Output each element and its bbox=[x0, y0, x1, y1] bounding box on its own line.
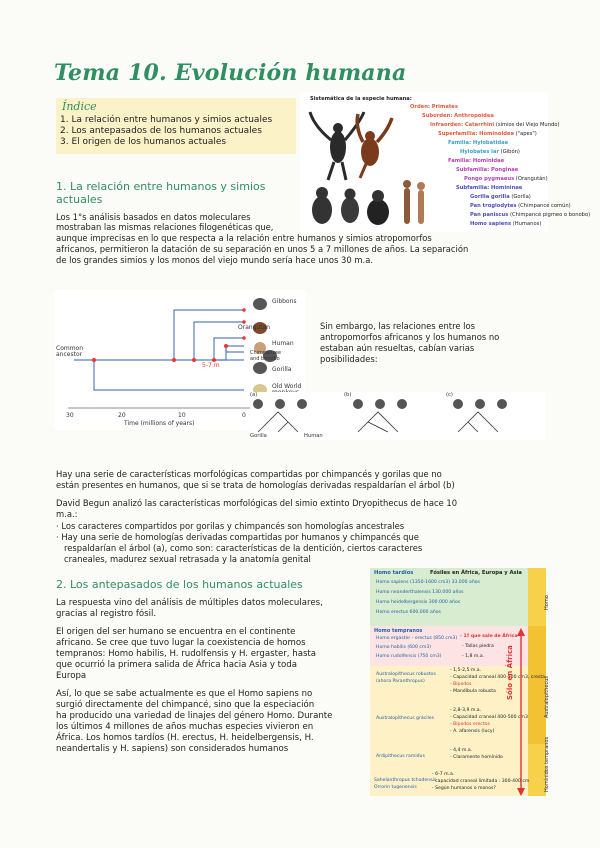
tree-root-label: Common ancestor bbox=[56, 345, 84, 358]
fossil-label: - 2,8-3,9 m.a. bbox=[450, 708, 482, 713]
systematics-row bbox=[430, 122, 560, 128]
tree-tick: 30 bbox=[66, 412, 74, 419]
taxon-common-name: (Chimpancé pigmeo o bonobo) bbox=[508, 212, 591, 218]
fossil-label: Homo neanderthalensis 130.000 años bbox=[376, 590, 464, 595]
systematics-row bbox=[470, 203, 571, 209]
bullet-item: · Hay una serie de homologías derivadas compartidas por humanos y chimpancés que bbox=[56, 532, 419, 542]
paragraph-line: Los 1°s análisis basados en datos moleculares bbox=[56, 212, 251, 222]
systematics-row bbox=[448, 158, 504, 164]
fossil-label: Homo sapiens (1350-1600 cm3) 33.000 años bbox=[376, 580, 480, 585]
systematics-row bbox=[448, 140, 508, 146]
tree-option-label: (b) bbox=[344, 392, 352, 398]
tree-tick: 0 bbox=[242, 412, 246, 419]
fossil-header: Homo tardíos bbox=[374, 570, 414, 576]
paragraph-line: Así, lo que se sabe actualmente es que el Homo sapiens no bbox=[56, 689, 313, 699]
paragraph-line: respaldarían el árbol (a), como son: características de la dentición, ciertos caracteres bbox=[64, 543, 423, 553]
fossil-label: Homo ergaster - erectus (850 cm3) bbox=[376, 636, 458, 641]
tree-node-label: 5-7 m bbox=[202, 362, 220, 369]
paragraph-line: El origen del ser humano se encuentra en el continente bbox=[56, 627, 296, 637]
fossil-label: - 1º que sale de África bbox=[460, 634, 518, 639]
paragraph-line: África. Los homos tardíos (H. erectus, H. heidelbergensis, H. bbox=[56, 733, 314, 743]
paragraph-line: africanos, permitieron la datación de su separación en unos 5 a 7 millones de años. La separación bbox=[56, 244, 469, 254]
alternative-trees-figure bbox=[250, 392, 546, 440]
paragraph-line: posibilidades: bbox=[320, 354, 378, 364]
paragraph-line: están presentes en humanos, que si se trata de homologías derivadas respaldarían el árbol (b) bbox=[56, 480, 455, 490]
paragraph-line: neandertalis y H. sapiens) son considerados humanos bbox=[56, 744, 289, 754]
index-item: 2. Los antepasados de los humanos actuales bbox=[60, 126, 262, 136]
taxon-common-name: ("apes") bbox=[513, 131, 537, 137]
fossil-label: - capacidad craneal limitada : 300-400 cm bbox=[432, 779, 530, 784]
index-item: 1. La relación entre humanos y simios actuales bbox=[60, 115, 273, 125]
fossil-label: - Capacidad craneal 400-500 cm3 bbox=[450, 715, 528, 720]
side-label: Australopithecus bbox=[544, 675, 550, 718]
fossil-label: - A. afarensis (lucy) bbox=[450, 729, 495, 734]
fossil-label: - Según humanos o monos? bbox=[432, 786, 496, 791]
fossil-label: - Tallas piedra bbox=[462, 644, 494, 649]
tree-leaf-label: Orangutan bbox=[238, 324, 271, 331]
taxon-common-name: (Gorila) bbox=[509, 194, 531, 200]
systematics-row bbox=[456, 185, 522, 191]
fossil-table bbox=[370, 568, 550, 796]
fossil-label: - Capacidad craneal 400-500 cm3, cresta bbox=[450, 675, 545, 680]
side-label: Homo bbox=[544, 595, 550, 610]
section2-heading: 2. Los antepasados de los humanos actuales bbox=[56, 578, 303, 591]
alternative-trees bbox=[250, 392, 546, 440]
paragraph-line: de los grandes simios y los monos del viejo mundo sería hace unos 30 m.a. bbox=[56, 255, 373, 265]
paragraph-line: africano. Se cree que tuvo lugar la coexistencia de homos bbox=[56, 638, 306, 648]
taxon-name: Hylobates lar bbox=[460, 149, 500, 155]
fossil-label: Orrorin tugenensis bbox=[374, 785, 417, 790]
fossil-label: Homo rudolfensis (750 cm3) bbox=[376, 654, 442, 659]
taxon-name: Orden: Primates bbox=[410, 104, 458, 110]
taxon-name: Homo sapiens bbox=[470, 221, 512, 227]
fossil-label: - 1,5-2,5 m.a. bbox=[450, 668, 482, 673]
systematics-row bbox=[460, 149, 520, 155]
paragraph-line: David Begun analizó las características morfológicas del simio extinto Dryopithecus de hace 10 bbox=[56, 498, 458, 508]
arrow-label: Sólo en África bbox=[506, 645, 514, 700]
late-homo-band bbox=[370, 568, 528, 626]
taxon-name: Pan troglodytes bbox=[470, 203, 517, 209]
fossil-label: Homo erectus 600.000 años bbox=[376, 610, 441, 615]
paragraph-line: Sin embargo, las relaciones entre los bbox=[320, 321, 475, 331]
systematics-row bbox=[470, 212, 590, 218]
tree-tick: 20 bbox=[118, 412, 126, 419]
taxon-common-name: (Gibón) bbox=[499, 149, 520, 155]
systematics-row bbox=[410, 104, 458, 110]
tree-option-label: (a) bbox=[250, 392, 258, 398]
fossil-label: Ardipithecus ramidus bbox=[376, 754, 425, 759]
side-label: Homínidos tempranos bbox=[544, 736, 550, 792]
fossil-label: Homo heidelbergensis 300.000 años bbox=[376, 600, 461, 605]
taxon-name: Subfamilia: Homininae bbox=[456, 185, 523, 191]
paragraph-line: aunque imprecisas en lo que respecta a la relación entre humanos y simios atropomorfos bbox=[56, 233, 432, 243]
taxon-name: Gorilla gorilla bbox=[470, 194, 510, 200]
systematics-row bbox=[464, 176, 548, 182]
taxon-common-name: (Orangután) bbox=[514, 176, 548, 182]
fossil-label: - 1,8 m.a. bbox=[462, 654, 485, 659]
taxon-name: Infraorden: Catarrhini bbox=[430, 122, 495, 128]
paragraph-line: craneales, madurez sexual retrasada y la anatomía genital bbox=[64, 554, 311, 564]
paragraph-line: mostraban las mismas relaciones filogenéticas que, bbox=[56, 222, 274, 232]
taxon-name: Suborden: Anthropoidea bbox=[422, 113, 494, 119]
taxon-common-name: (simios del Viejo Mundo) bbox=[494, 122, 560, 128]
systematics-row bbox=[456, 167, 518, 173]
fossil-header: Fósiles en África, Europa y Asia bbox=[430, 570, 522, 576]
bullet-text: Hay una serie de homologías derivadas compartidas por humanos y chimpancés que bbox=[61, 532, 419, 542]
paragraph-line: Europa bbox=[56, 671, 87, 681]
paragraph-line: gracias al registro fósil. bbox=[56, 609, 157, 619]
taxon-common-name: (Chimpancé común) bbox=[516, 203, 571, 209]
tree-leaf-label: Old World bbox=[272, 383, 302, 390]
fossil-label: Homo habilis (600 cm3) bbox=[376, 645, 432, 650]
systematics-row bbox=[470, 194, 531, 200]
fossil-label: (ahora Paranthropus) bbox=[376, 679, 425, 684]
taxon-name: Superfamilia: Hominoidea bbox=[438, 131, 514, 137]
taxon-common-name: (Humanos) bbox=[511, 221, 542, 227]
paragraph-line: los últimos 4 millones de años muchas especies vivieron en bbox=[56, 722, 314, 732]
paragraph-line: que ocurrió la primera salida de África hacia Asia y toda bbox=[56, 660, 298, 670]
fossil-label: Australopithecus gráciles bbox=[376, 716, 434, 721]
systematics-row bbox=[470, 221, 541, 227]
index-item: 3. El origen de los humanos actuales bbox=[60, 137, 227, 147]
section1-heading-cont: actuales bbox=[56, 193, 103, 206]
paragraph-line: Hay una serie de características morfológicas compartidas por chimpancés y gorilas que no bbox=[56, 469, 442, 479]
section1-heading: 1. La relación entre humanos y simios bbox=[56, 180, 266, 193]
systematics-row bbox=[438, 131, 537, 137]
paragraph-line: antropomorfos africanos y los humanos no bbox=[320, 332, 500, 342]
fossil-label: - Mandíbula robusta bbox=[450, 689, 496, 694]
paragraph-line: estaban aún resueltas, cabían varias bbox=[320, 343, 475, 353]
taxon-label: Gorilla bbox=[250, 433, 267, 439]
tree-xlabel: Time (millions of years) bbox=[124, 420, 195, 427]
taxon-name: Familia: Hominidae bbox=[448, 158, 505, 164]
tree-leaf-label: Gorilla bbox=[272, 366, 292, 373]
paragraph-line: surgió directamente del chimpancé, sino que la especiación bbox=[56, 700, 315, 710]
fossil-label: Homo tempranos bbox=[374, 628, 423, 634]
systematics-title: Sistemática de la especie humana: bbox=[310, 96, 412, 102]
arrow-icon bbox=[516, 628, 526, 796]
index-heading: Índice bbox=[62, 100, 97, 113]
paragraph-line: La respuesta vino del análisis de múltiples datos moleculares, bbox=[56, 598, 323, 608]
fossil-label: - Bípedos bbox=[450, 682, 472, 687]
tree-leaf-label: Human bbox=[272, 340, 294, 347]
systematics-row bbox=[422, 113, 494, 119]
taxon-label: Human bbox=[304, 433, 323, 439]
fossil-label: - Bípedos erectos bbox=[450, 722, 490, 727]
fossil-label: Sahelanthropus tchadensis bbox=[374, 778, 437, 783]
bullet-item: · Los caracteres compartidos por gorilas y chimpancés son homologías ancestrales bbox=[56, 521, 405, 531]
taxon-name: Familia: Hylobatidae bbox=[448, 140, 509, 146]
fossil-label: - 6-7 m.a. bbox=[432, 772, 455, 777]
paragraph-line: ha producido una variedad de linajes del género Homo. Durante bbox=[56, 711, 333, 721]
tree-leaf-label: Gibbons bbox=[272, 298, 297, 305]
systematics-figure bbox=[300, 92, 591, 232]
paragraph-line: m.a.: bbox=[56, 509, 78, 519]
tree-tick: 10 bbox=[178, 412, 186, 419]
taxon-name: Subfamilia: Ponginae bbox=[456, 167, 519, 173]
paragraph-line: tempranos: Homo habilis, H. rudolfensis y H. ergaster, hasta bbox=[56, 649, 317, 659]
fossil-label: Australopithecus robustos bbox=[376, 672, 436, 677]
fossil-label: - 4,4 m.a. bbox=[450, 748, 473, 753]
taxon-name: Pongo pygmaeus bbox=[464, 176, 515, 182]
page-title: Tema 10. Evolución humana bbox=[54, 60, 407, 86]
fossil-label: - Claramente homínido bbox=[450, 755, 503, 760]
bullet-text: Los caracteres compartidos por gorilas y chimpancés son homologías ancestrales bbox=[61, 521, 405, 531]
tree-leaf-label: Chimpanzee and bonobo bbox=[250, 350, 282, 362]
tree-option-label: (c) bbox=[446, 392, 453, 398]
taxon-name: Pan paniscus bbox=[470, 212, 509, 218]
